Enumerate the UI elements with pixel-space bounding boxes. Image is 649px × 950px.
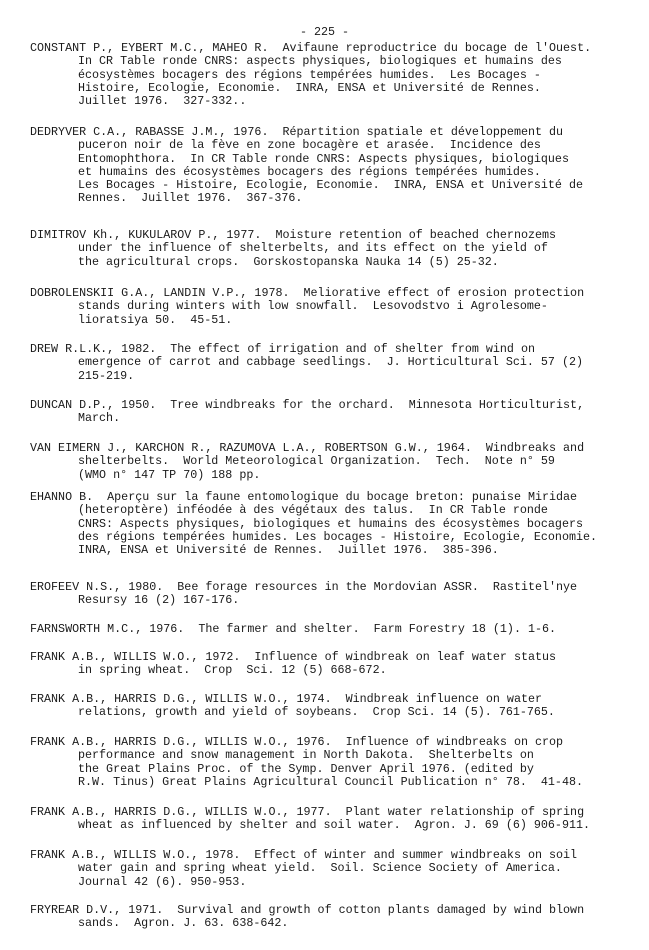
bibliography-entry	[30, 623, 556, 636]
page-number: - 225 -	[299, 25, 350, 39]
bibliography-entry	[30, 849, 577, 889]
entry-first-line: FARNSWORTH M.C., 1976. The farmer and shelter. Farm Forestry 18 (1). 1-6.	[30, 622, 557, 636]
entry-continuation-line: emergence of carrot and cabbage seedlings. J. Horticultural Sci. 57 (2)	[78, 355, 583, 370]
bibliography-entry	[30, 693, 555, 720]
entry-first-line: CONSTANT P., EYBERT M.C., MAHEO R. Avifaune reproductrice du bocage de l'Ouest.	[30, 41, 592, 55]
entry-continuation-line: wheat as influenced by shelter and soil water. Agron. J. 69 (6) 906-911.	[78, 818, 590, 833]
bibliography-entry	[30, 491, 597, 557]
entry-continuation-line: lioratsiya 50. 45-51.	[78, 312, 233, 327]
entry-continuation-line: CNRS: Aspects physiques, biologiques et humains des écosystèmes bocagers	[78, 516, 583, 531]
entry-continuation-line: puceron noir de la fève en zone bocagère et arasée. Incidence des	[78, 138, 541, 153]
entry-continuation-line: R.W. Tinus) Great Plains Agricultural Council Publication n° 78. 41-48.	[78, 774, 583, 789]
entry-continuation-line: (heteroptère) inféodée à des végétaux des talus. In CR Table ronde	[78, 503, 548, 518]
bibliography-entry	[30, 651, 556, 678]
entry-continuation-line: écosystèmes bocagers des régions tempérées humides. Les Bocages -	[78, 67, 541, 82]
entry-first-line: FRANK A.B., WILLIS W.O., 1972. Influence of windbreak on leaf water status	[30, 650, 557, 664]
entry-continuation-line: Rennes. Juillet 1976. 367-376.	[78, 191, 303, 206]
entry-first-line: FRANK A.B., WILLIS W.O., 1978. Effect of winter and summer windbreaks on soil	[30, 848, 578, 862]
entry-first-line: FRYREAR D.V., 1971. Survival and growth of cotton plants damaged by wind blown	[30, 903, 585, 917]
entry-continuation-line: performance and snow management in North Dakota. Shelterbelts on	[78, 748, 534, 763]
entry-continuation-line: the Great Plains Proc. of the Symp. Denver April 1976. (edited by	[78, 761, 534, 776]
entry-first-line: VAN EIMERN J., KARCHON R., RAZUMOVA L.A., ROBERTSON G.W., 1964. Windbreaks and	[30, 441, 585, 455]
bibliography-entry	[30, 806, 590, 833]
entry-continuation-line: Entomophthora. In CR Table ronde CNRS: Aspects physiques, biologiques	[78, 151, 569, 166]
entry-first-line: FRANK A.B., HARRIS D.G., WILLIS W.O., 1977. Plant water relationship of spring	[30, 805, 585, 819]
bibliography-entry	[30, 399, 584, 426]
entry-first-line: DOBROLENSKII G.A., LANDIN V.P., 1978. Meliorative effect of erosion protection	[30, 286, 585, 300]
entry-first-line: EROFEEV N.S., 1980. Bee forage resources in the Mordovian ASSR. Rastitel'nye	[30, 580, 578, 594]
entry-continuation-line: INRA, ENSA et Université de Rennes. Juillet 1976. 385-396.	[78, 543, 499, 558]
entry-first-line: DUNCAN D.P., 1950. Tree windbreaks for the orchard. Minnesota Horticulturist,	[30, 398, 585, 412]
entry-first-line: EHANNO B. Aperçu sur la faune entomologique du bocage breton: punaise Miridae	[30, 490, 578, 504]
bibliography-entry	[30, 287, 584, 327]
entry-continuation-line: et humains des écosystèmes bocagers des régions tempérées humides.	[78, 164, 541, 179]
entry-continuation-line: March.	[78, 411, 121, 426]
entry-continuation-line: in spring wheat. Crop Sci. 12 (5) 668-672.	[78, 663, 387, 678]
bibliography-entry	[30, 126, 583, 206]
entry-continuation-line: des régions tempérées humides. Les bocages - Histoire, Ecologie, Economie.	[78, 529, 598, 544]
entry-continuation-line: Juillet 1976. 327-332..	[78, 94, 247, 109]
entry-continuation-line: 215-219.	[78, 368, 135, 383]
entry-first-line: DIMITROV Kh., KUKULAROV P., 1977. Moisture retention of beached chernozems	[30, 228, 557, 242]
entry-first-line: DEDRYVER C.A., RABASSE J.M., 1976. Répartition spatiale et développement du	[30, 125, 564, 139]
entry-continuation-line: Journal 42 (6). 950-953.	[78, 874, 247, 889]
entry-continuation-line: the agricultural crops. Gorskostopanska Nauka 14 (5) 25-32.	[78, 254, 499, 269]
bibliography-entry	[30, 442, 584, 482]
entry-first-line: FRANK A.B., HARRIS D.G., WILLIS W.O., 1976. Influence of windbreaks on crop	[30, 735, 564, 749]
bibliography-entry	[30, 42, 591, 108]
bibliography-entry	[30, 581, 577, 608]
entry-continuation-line: Histoire, Ecologie, Economie. INRA, ENSA et Université de Rennes.	[78, 80, 541, 95]
entry-continuation-line: sands. Agron. J. 63. 638-642.	[78, 916, 289, 931]
entry-continuation-line: relations, growth and yield of soybeans. Crop Sci. 14 (5). 761-765.	[78, 705, 555, 720]
entry-continuation-line: (WMO n° 147 TP 70) 188 pp.	[78, 467, 261, 482]
entry-continuation-line: under the influence of shelterbelts, and its effect on the yield of	[78, 241, 548, 256]
bibliography-entry	[30, 736, 583, 789]
entry-continuation-line: water gain and spring wheat yield. Soil. Science Society of America.	[78, 861, 562, 876]
entry-continuation-line: Les Bocages - Histoire, Ecologie, Economie. INRA, ENSA et Université de	[78, 178, 583, 193]
entry-continuation-line: Resursy 16 (2) 167-176.	[78, 593, 240, 608]
entry-first-line: DREW R.L.K., 1982. The effect of irrigation and of shelter from wind on	[30, 342, 535, 356]
entry-continuation-line: stands during winters with low snowfall. Lesovodstvo i Agrolesome-	[78, 299, 548, 314]
entry-first-line: FRANK A.B., HARRIS D.G., WILLIS W.O., 1974. Windbreak influence on water	[30, 692, 542, 706]
bibliography-entry	[30, 229, 556, 269]
entry-continuation-line: shelterbelts. World Meteorological Organization. Tech. Note n° 59	[78, 454, 555, 469]
entry-continuation-line: In CR Table ronde CNRS: aspects physiques, biologiques et humains des	[78, 54, 562, 69]
bibliography-entry	[30, 343, 583, 383]
bibliography-entry	[30, 904, 584, 931]
